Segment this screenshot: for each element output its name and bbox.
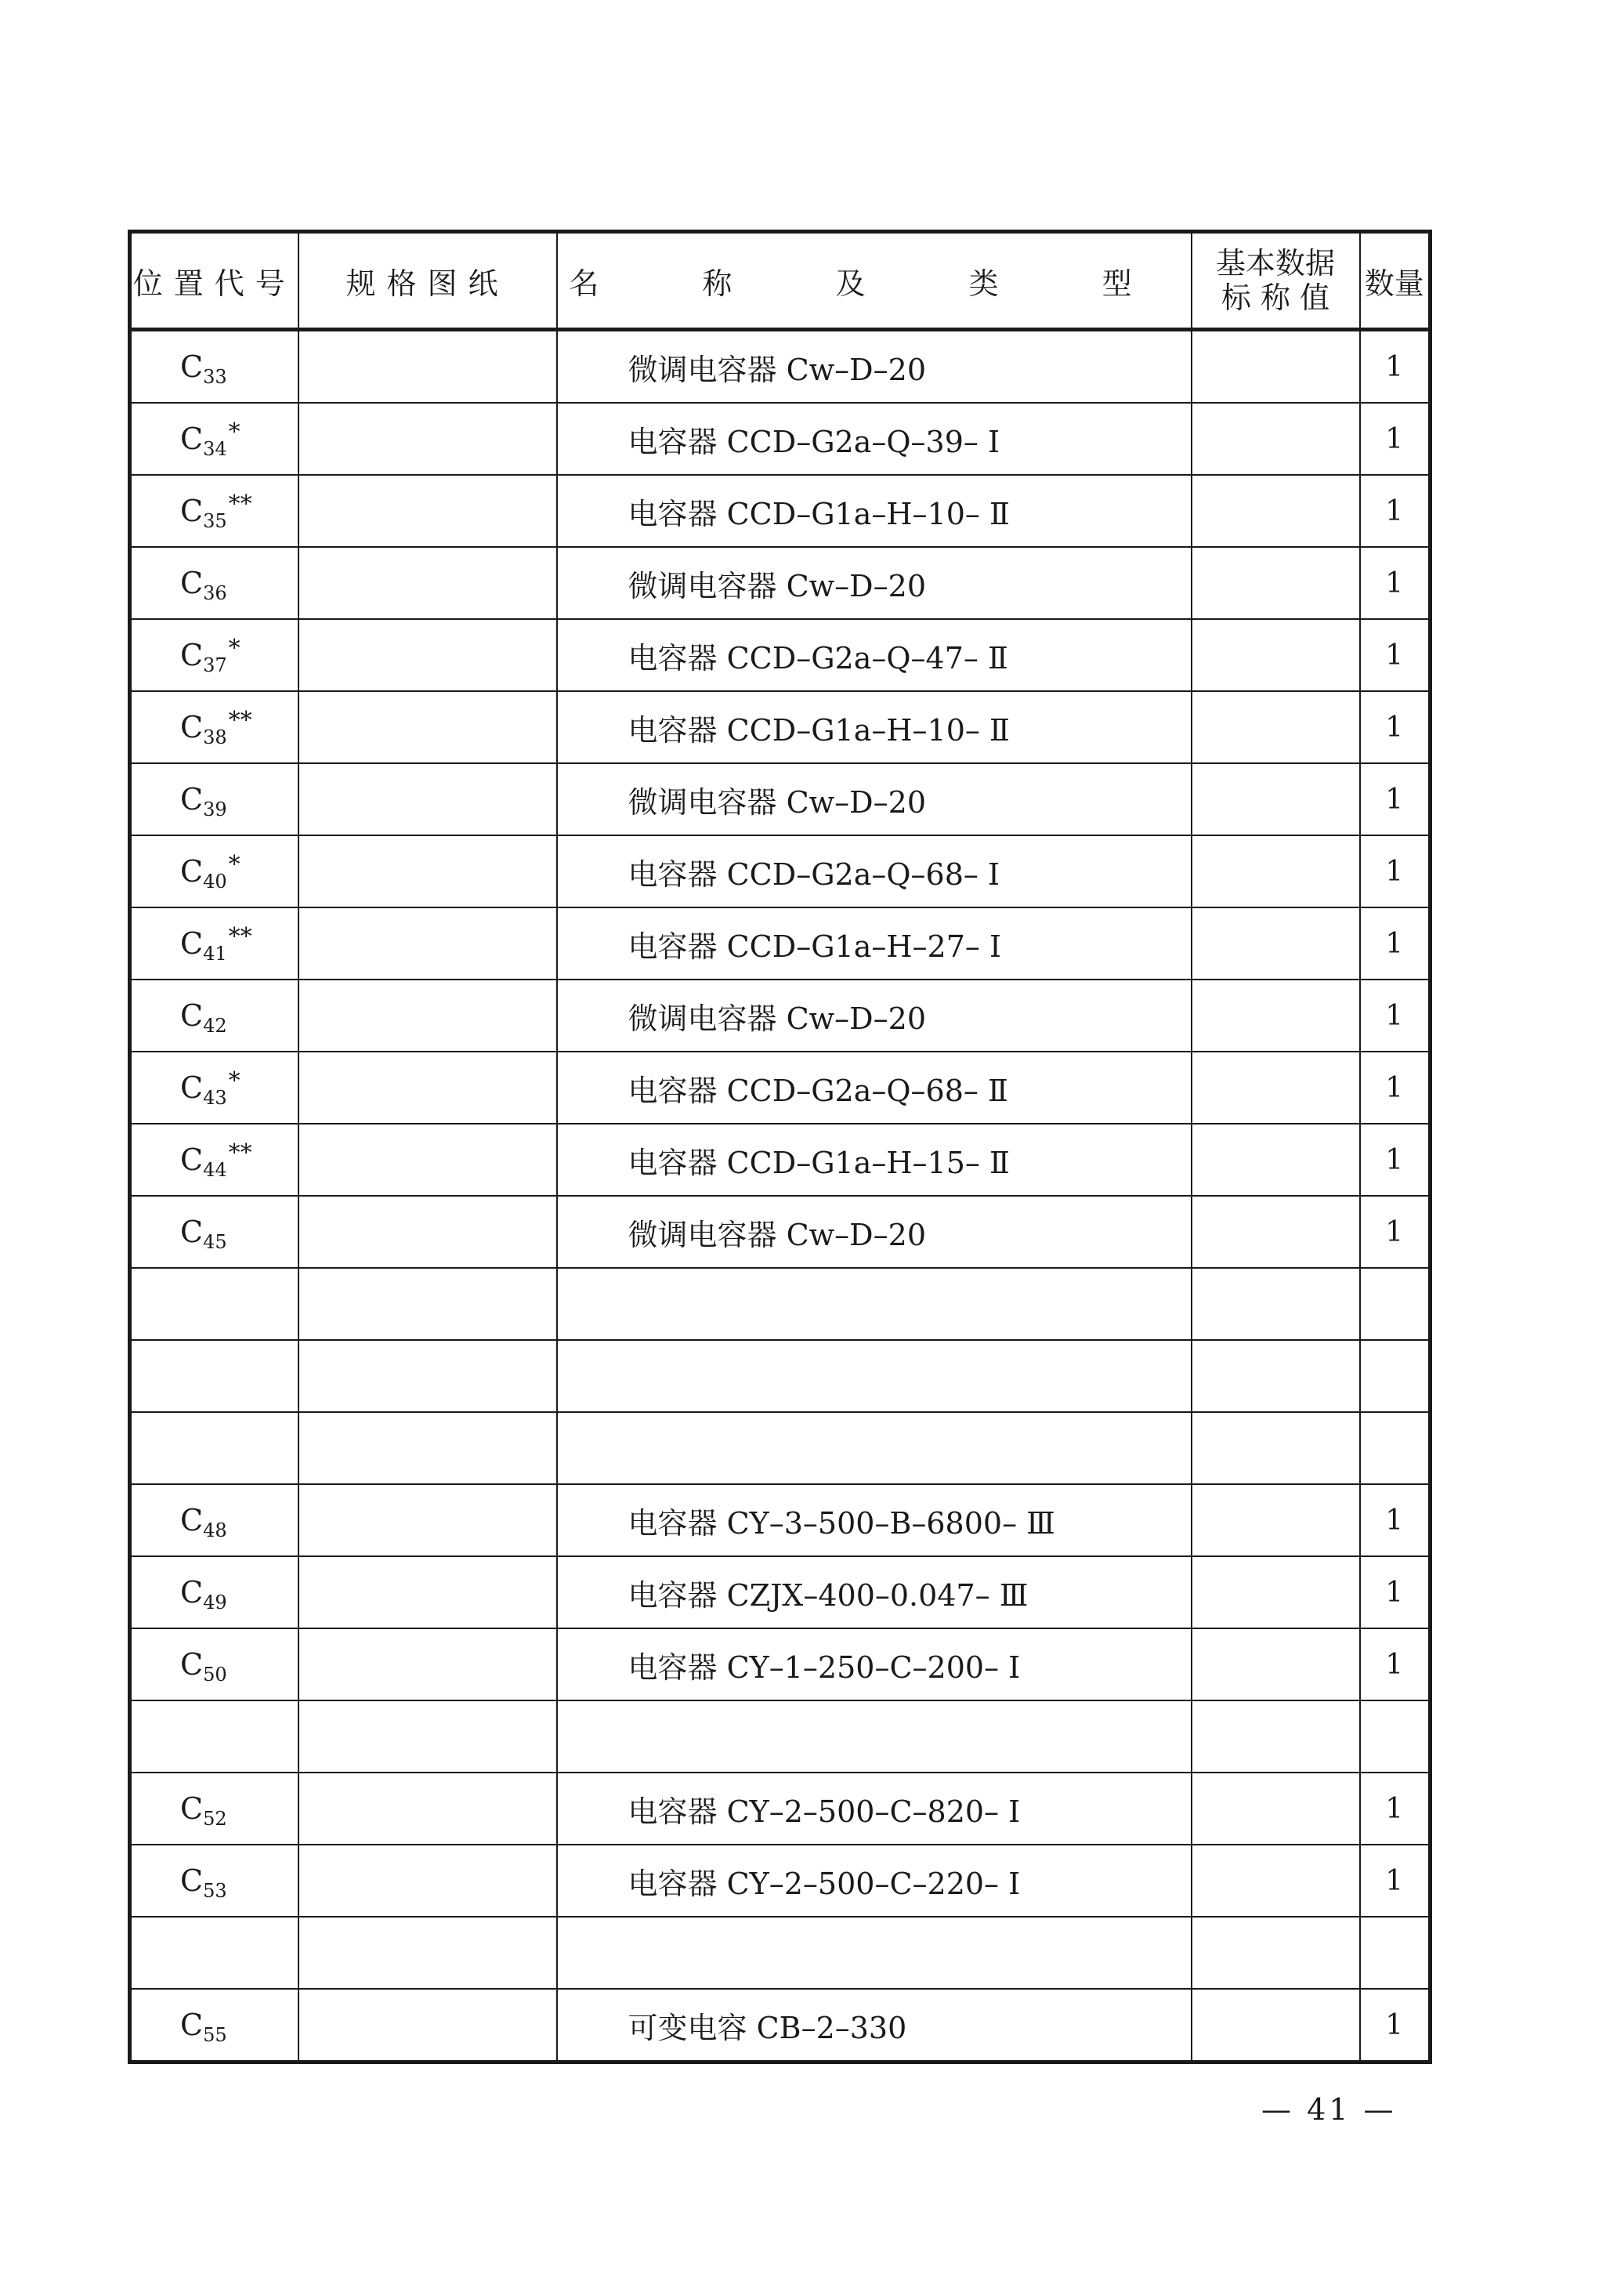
- name-type-cell: 电容器 CCD–G2a–Q–68– Ⅰ: [557, 835, 1192, 907]
- spec-drawing-cell: [298, 835, 557, 907]
- quantity-cell: [1360, 1340, 1431, 1412]
- basic-data-cell: [1192, 835, 1360, 907]
- spec-drawing-cell: [298, 1628, 557, 1700]
- position-code-cell: [130, 330, 298, 404]
- header-name-type: 名 称 及 类 型: [557, 232, 1192, 330]
- basic-data-cell: [1192, 1340, 1360, 1412]
- position-code-mark: *: [228, 1067, 241, 1095]
- spec-drawing-cell: [298, 1052, 557, 1124]
- position-code-cell: [130, 763, 298, 835]
- position-code-number: 35: [203, 509, 227, 532]
- name-type-cell: 电容器 CCD–G1a–H–10– Ⅱ: [557, 475, 1192, 547]
- table-row: [130, 691, 1431, 763]
- spec-drawing-cell: [298, 907, 557, 980]
- position-code-number: 44: [203, 1158, 227, 1181]
- quantity-cell: 1: [1360, 403, 1431, 475]
- spec-drawing-cell: [298, 1268, 557, 1340]
- position-code-mark: *: [228, 850, 241, 878]
- position-code-cell: [130, 1268, 298, 1340]
- quantity-cell: [1360, 1412, 1431, 1484]
- spec-drawing-cell: [298, 1124, 557, 1196]
- position-code-cell: [130, 1484, 298, 1556]
- name-type-cell: 电容器 CCD–G2a–Q–39– Ⅰ: [557, 403, 1192, 475]
- spec-drawing-cell: [298, 1989, 557, 2062]
- position-code-number: 41: [203, 942, 227, 965]
- position-code-letter: C: [180, 421, 204, 456]
- basic-data-cell: [1192, 1484, 1360, 1556]
- spec-drawing-cell: [298, 1700, 557, 1773]
- quantity-cell: [1360, 1268, 1431, 1340]
- table-row: [130, 1268, 1431, 1340]
- position-code-cell: [130, 907, 298, 980]
- basic-data-cell: [1192, 1773, 1360, 1845]
- quantity-cell: 1: [1360, 1196, 1431, 1268]
- position-code-letter: C: [180, 1791, 204, 1826]
- quantity-cell: 1: [1360, 1989, 1431, 2062]
- table-row: [130, 907, 1431, 980]
- table-row: [130, 835, 1431, 907]
- name-type-cell: 电容器 CY–3–500–B–6800– Ⅲ: [557, 1484, 1192, 1556]
- name-type-cell: 电容器 CZJX–400–0.047– Ⅲ: [557, 1556, 1192, 1628]
- position-code-letter: C: [180, 1214, 204, 1249]
- quantity-cell: 1: [1360, 691, 1431, 763]
- table-row: [130, 403, 1431, 475]
- name-type-cell: 微调电容器 Cw–D–20: [557, 1196, 1192, 1268]
- position-code-letter: C: [180, 1646, 204, 1682]
- position-code-number: 39: [203, 798, 227, 820]
- quantity-cell: 1: [1360, 619, 1431, 691]
- position-code-number: 40: [203, 870, 227, 893]
- position-code-number: 49: [203, 1591, 227, 1613]
- position-code-number: 52: [203, 1807, 227, 1830]
- spec-drawing-cell: [298, 691, 557, 763]
- header-position-code: 位置代号: [130, 232, 298, 330]
- position-code-letter: C: [180, 925, 204, 961]
- spec-drawing-cell: [298, 330, 557, 404]
- name-type-cell: 微调电容器 Cw–D–20: [557, 980, 1192, 1052]
- quantity-cell: 1: [1360, 475, 1431, 547]
- table-row: [130, 547, 1431, 619]
- table-row: [130, 1124, 1431, 1196]
- spec-drawing-cell: [298, 1196, 557, 1268]
- basic-data-cell: [1192, 763, 1360, 835]
- basic-data-cell: [1192, 1124, 1360, 1196]
- position-code-mark: **: [228, 1139, 252, 1167]
- name-type-cell: [557, 1412, 1192, 1484]
- position-code-mark: **: [228, 922, 252, 951]
- position-code-letter: C: [180, 349, 204, 384]
- position-code-cell: [130, 547, 298, 619]
- name-type-cell: [557, 1700, 1192, 1773]
- table-row: [130, 475, 1431, 547]
- name-type-cell: 电容器 CCD–G1a–H–27– Ⅰ: [557, 907, 1192, 980]
- basic-data-cell: [1192, 1989, 1360, 2062]
- quantity-cell: 1: [1360, 1845, 1431, 1917]
- position-code-cell: [130, 835, 298, 907]
- position-code-letter: C: [180, 709, 204, 744]
- name-type-cell: 微调电容器 Cw–D–20: [557, 763, 1192, 835]
- position-code-cell: [130, 1412, 298, 1484]
- position-code-number: 48: [203, 1519, 227, 1541]
- quantity-cell: 1: [1360, 980, 1431, 1052]
- page-number: — 41 —: [1261, 2092, 1397, 2127]
- table-row: [130, 1917, 1431, 1989]
- position-code-cell: [130, 619, 298, 691]
- quantity-cell: 1: [1360, 835, 1431, 907]
- quantity-cell: 1: [1360, 547, 1431, 619]
- name-type-cell: 电容器 CCD–G1a–H–10– Ⅱ: [557, 691, 1192, 763]
- quantity-cell: 1: [1360, 1124, 1431, 1196]
- spec-drawing-cell: [298, 1484, 557, 1556]
- position-code-letter: C: [180, 637, 204, 672]
- table-row: [130, 1196, 1431, 1268]
- position-code-number: 38: [203, 726, 227, 748]
- basic-data-cell: [1192, 547, 1360, 619]
- position-code-cell: [130, 691, 298, 763]
- spec-drawing-cell: [298, 403, 557, 475]
- table-row: [130, 619, 1431, 691]
- spec-drawing-cell: [298, 1845, 557, 1917]
- spec-drawing-cell: [298, 1556, 557, 1628]
- spec-drawing-cell: [298, 547, 557, 619]
- spec-drawing-cell: [298, 1917, 557, 1989]
- table-row: [130, 330, 1431, 404]
- position-code-cell: [130, 1556, 298, 1628]
- position-code-cell: [130, 475, 298, 547]
- name-type-cell: 电容器 CCD–G2a–Q–47– Ⅱ: [557, 619, 1192, 691]
- position-code-mark: **: [228, 706, 252, 734]
- quantity-cell: 1: [1360, 1556, 1431, 1628]
- position-code-cell: [130, 1989, 298, 2062]
- spec-drawing-cell: [298, 763, 557, 835]
- position-code-cell: [130, 1340, 298, 1412]
- table-row: [130, 980, 1431, 1052]
- position-code-letter: C: [180, 1574, 204, 1610]
- spec-drawing-cell: [298, 475, 557, 547]
- table-row: [130, 1628, 1431, 1700]
- basic-data-cell: [1192, 691, 1360, 763]
- position-code-letter: C: [180, 1502, 204, 1537]
- position-code-letter: C: [180, 998, 204, 1033]
- basic-data-cell: [1192, 907, 1360, 980]
- spec-drawing-cell: [298, 1340, 557, 1412]
- position-code-number: 45: [203, 1230, 227, 1253]
- table-body: [130, 330, 1431, 2062]
- name-type-cell: [557, 1268, 1192, 1340]
- position-code-number: 53: [203, 1879, 227, 1902]
- table-row: [130, 1845, 1431, 1917]
- position-code-cell: [130, 1124, 298, 1196]
- position-code-letter: C: [180, 565, 204, 600]
- position-code-letter: C: [180, 2007, 204, 2042]
- position-code-letter: C: [180, 1142, 204, 1177]
- position-code-cell: [130, 1845, 298, 1917]
- name-type-cell: 电容器 CCD–G1a–H–15– Ⅱ: [557, 1124, 1192, 1196]
- name-type-cell: 电容器 CY–2–500–C–820– Ⅰ: [557, 1773, 1192, 1845]
- position-code-cell: [130, 1052, 298, 1124]
- basic-data-cell: [1192, 403, 1360, 475]
- position-code-cell: [130, 1700, 298, 1773]
- parts-list-table: [128, 230, 1432, 2064]
- header-basic-data-line1: 基本数据: [1215, 246, 1335, 281]
- name-type-cell: [557, 1340, 1192, 1412]
- quantity-cell: [1360, 1917, 1431, 1989]
- spec-drawing-cell: [298, 1412, 557, 1484]
- name-type-cell: 电容器 CY–1–250–C–200– Ⅰ: [557, 1628, 1192, 1700]
- position-code-number: 55: [203, 2023, 227, 2046]
- spec-drawing-cell: [298, 1773, 557, 1845]
- position-code-number: 42: [203, 1014, 227, 1037]
- basic-data-cell: [1192, 1268, 1360, 1340]
- table-row: [130, 1989, 1431, 2062]
- position-code-number: 37: [203, 654, 227, 676]
- table-row: [130, 1052, 1431, 1124]
- basic-data-cell: [1192, 1628, 1360, 1700]
- header-basic-data-line2: 标 称 值: [1221, 281, 1330, 315]
- position-code-cell: [130, 1773, 298, 1845]
- position-code-number: 43: [203, 1086, 227, 1109]
- position-code-mark: *: [228, 418, 241, 446]
- position-code-letter: C: [180, 493, 204, 528]
- position-code-cell: [130, 1917, 298, 1989]
- position-code-mark: **: [228, 490, 252, 518]
- position-code-letter: C: [180, 1863, 204, 1898]
- basic-data-cell: [1192, 1845, 1360, 1917]
- position-code-number: 34: [203, 437, 227, 460]
- position-code-letter: C: [180, 1070, 204, 1105]
- quantity-cell: 1: [1360, 330, 1431, 404]
- basic-data-cell: [1192, 1196, 1360, 1268]
- position-code-cell: [130, 1196, 298, 1268]
- table-header-row: [130, 232, 1431, 330]
- header-quantity: 数量: [1360, 232, 1431, 330]
- quantity-cell: 1: [1360, 1052, 1431, 1124]
- position-code-number: 33: [203, 365, 227, 388]
- table-row: [130, 1700, 1431, 1773]
- basic-data-cell: [1192, 619, 1360, 691]
- table-row: [130, 1773, 1431, 1845]
- table-row: [130, 763, 1431, 835]
- name-type-cell: 可变电容 CB–2–330: [557, 1989, 1192, 2062]
- quantity-cell: 1: [1360, 1773, 1431, 1845]
- basic-data-cell: [1192, 1556, 1360, 1628]
- spec-drawing-cell: [298, 619, 557, 691]
- position-code-letter: C: [180, 853, 204, 889]
- table-row: [130, 1412, 1431, 1484]
- table-row: [130, 1340, 1431, 1412]
- quantity-cell: 1: [1360, 763, 1431, 835]
- basic-data-cell: [1192, 1917, 1360, 1989]
- position-code-number: 36: [203, 581, 227, 604]
- position-code-cell: [130, 980, 298, 1052]
- quantity-cell: 1: [1360, 1484, 1431, 1556]
- basic-data-cell: [1192, 330, 1360, 404]
- basic-data-cell: [1192, 1700, 1360, 1773]
- position-code-number: 50: [203, 1663, 227, 1686]
- name-type-cell: 电容器 CY–2–500–C–220– Ⅰ: [557, 1845, 1192, 1917]
- position-code-mark: *: [228, 634, 241, 662]
- basic-data-cell: [1192, 475, 1360, 547]
- name-type-cell: 微调电容器 Cw–D–20: [557, 330, 1192, 404]
- quantity-cell: 1: [1360, 907, 1431, 980]
- basic-data-cell: [1192, 980, 1360, 1052]
- quantity-cell: [1360, 1700, 1431, 1773]
- basic-data-cell: [1192, 1412, 1360, 1484]
- basic-data-cell: [1192, 1052, 1360, 1124]
- name-type-cell: 电容器 CCD–G2a–Q–68– Ⅱ: [557, 1052, 1192, 1124]
- table-row: [130, 1484, 1431, 1556]
- header-basic-data: [1192, 232, 1360, 330]
- position-code-cell: [130, 403, 298, 475]
- position-code-letter: C: [180, 781, 204, 817]
- header-spec-drawing: 规格图纸: [298, 232, 557, 330]
- quantity-cell: 1: [1360, 1628, 1431, 1700]
- name-type-cell: [557, 1917, 1192, 1989]
- table-row: [130, 1556, 1431, 1628]
- name-type-cell: 微调电容器 Cw–D–20: [557, 547, 1192, 619]
- spec-drawing-cell: [298, 980, 557, 1052]
- position-code-cell: [130, 1628, 298, 1700]
